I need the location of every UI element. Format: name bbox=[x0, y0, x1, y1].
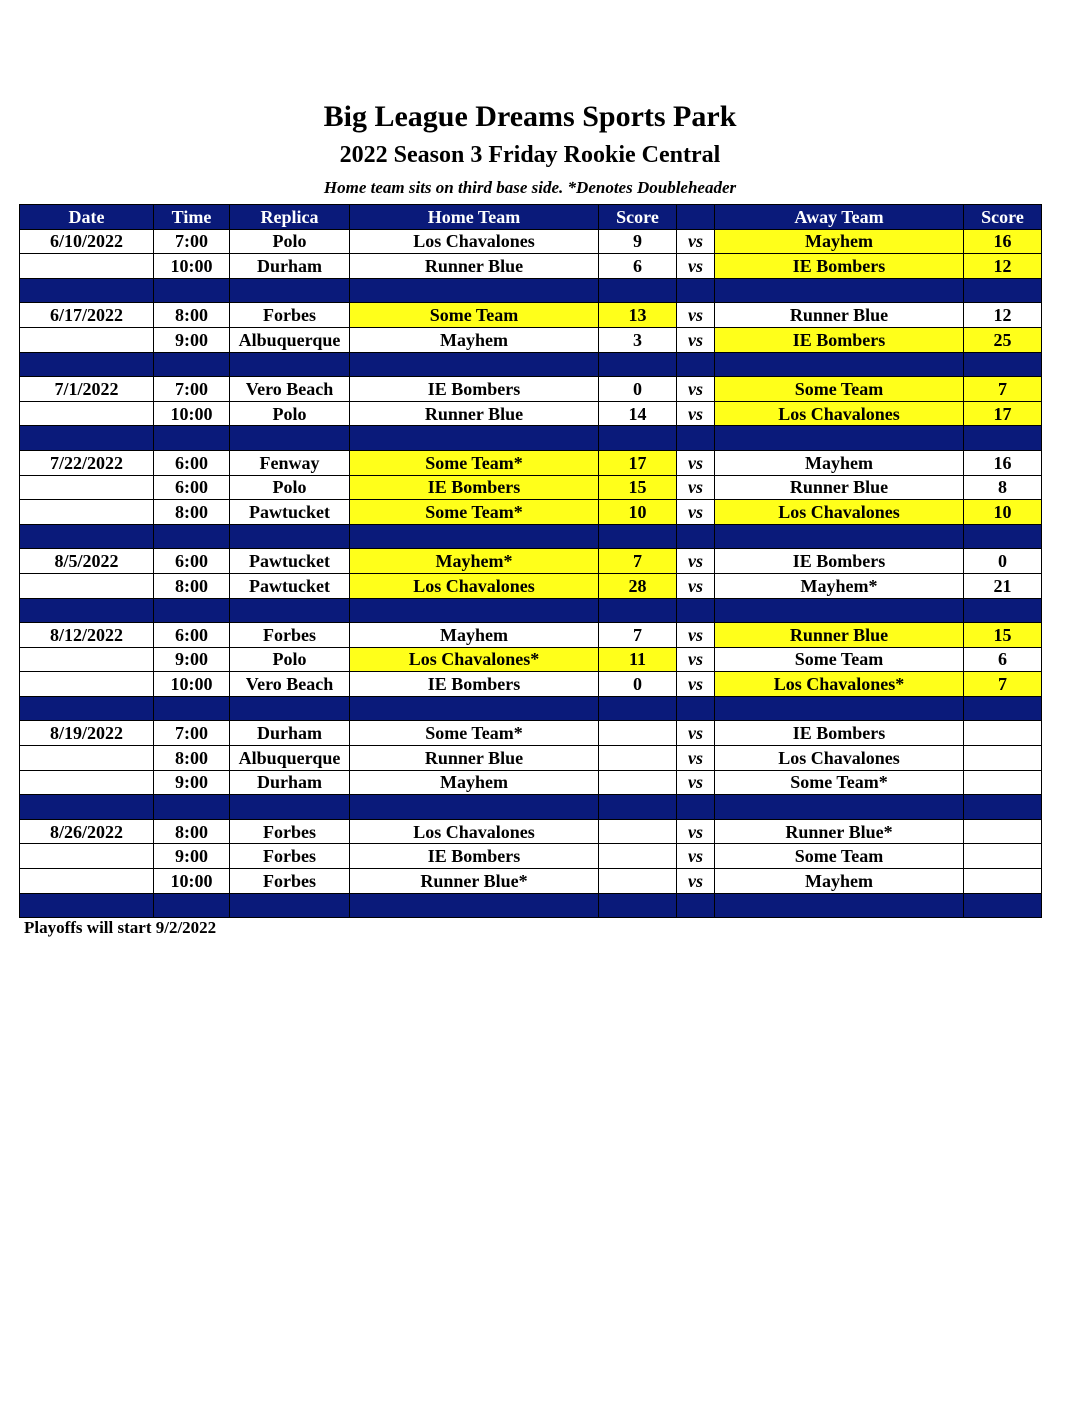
separator-cell bbox=[20, 696, 154, 721]
game-date: 8/5/2022 bbox=[20, 549, 154, 574]
game-time: 9:00 bbox=[154, 770, 230, 795]
schedule-table bbox=[19, 204, 1042, 918]
home-team: Los Chavalones bbox=[350, 819, 599, 844]
separator-cell bbox=[350, 893, 599, 918]
separator-cell bbox=[715, 696, 964, 721]
game-date bbox=[20, 500, 154, 525]
game-date bbox=[20, 327, 154, 352]
game-date: 8/12/2022 bbox=[20, 623, 154, 648]
game-time: 10:00 bbox=[154, 869, 230, 894]
away-score bbox=[964, 721, 1042, 746]
game-row bbox=[20, 229, 1042, 254]
home-score: 6 bbox=[599, 254, 677, 279]
game-date bbox=[20, 647, 154, 672]
game-time: 8:00 bbox=[154, 303, 230, 328]
game-row bbox=[20, 254, 1042, 279]
separator-cell bbox=[599, 696, 677, 721]
separator-cell bbox=[599, 598, 677, 623]
separator-cell bbox=[20, 352, 154, 377]
separator-cell bbox=[350, 795, 599, 820]
game-replica: Pawtucket bbox=[230, 573, 350, 598]
col-header-away-score: Score bbox=[964, 205, 1042, 230]
separator-cell bbox=[715, 352, 964, 377]
home-score: 3 bbox=[599, 327, 677, 352]
away-team: Los Chavalones bbox=[715, 500, 964, 525]
game-row bbox=[20, 573, 1042, 598]
away-score bbox=[964, 844, 1042, 869]
header-note: Home team sits on third base side. *Denotes Doubleheader bbox=[323, 178, 737, 197]
game-row bbox=[20, 746, 1042, 771]
away-team: IE Bombers bbox=[715, 254, 964, 279]
vs-label: vs bbox=[677, 746, 715, 771]
separator-cell bbox=[964, 696, 1042, 721]
home-score: 7 bbox=[599, 623, 677, 648]
game-time: 6:00 bbox=[154, 549, 230, 574]
separator-cell bbox=[599, 278, 677, 303]
separator-cell bbox=[350, 352, 599, 377]
game-time: 7:00 bbox=[154, 377, 230, 402]
col-header-time: Time bbox=[154, 205, 230, 230]
vs-label: vs bbox=[677, 869, 715, 894]
away-team: Mayhem bbox=[715, 229, 964, 254]
away-score bbox=[964, 819, 1042, 844]
home-team: Some Team bbox=[350, 303, 599, 328]
separator-cell bbox=[350, 426, 599, 451]
game-replica: Forbes bbox=[230, 623, 350, 648]
game-row bbox=[20, 450, 1042, 475]
home-score: 11 bbox=[599, 647, 677, 672]
away-score: 25 bbox=[964, 327, 1042, 352]
vs-label: vs bbox=[677, 303, 715, 328]
separator-cell bbox=[154, 598, 230, 623]
away-team: Some Team bbox=[715, 377, 964, 402]
page-title: Big League Dreams Sports Park bbox=[323, 100, 737, 133]
vs-label: vs bbox=[677, 844, 715, 869]
away-score bbox=[964, 746, 1042, 771]
game-time: 7:00 bbox=[154, 229, 230, 254]
home-score: 17 bbox=[599, 450, 677, 475]
game-row bbox=[20, 377, 1042, 402]
separator-cell bbox=[964, 795, 1042, 820]
game-row bbox=[20, 647, 1042, 672]
game-replica: Vero Beach bbox=[230, 377, 350, 402]
home-team: Runner Blue* bbox=[350, 869, 599, 894]
away-team: Mayhem* bbox=[715, 573, 964, 598]
separator-cell bbox=[677, 278, 715, 303]
away-score: 16 bbox=[964, 229, 1042, 254]
separator-cell bbox=[154, 352, 230, 377]
separator-cell bbox=[154, 795, 230, 820]
separator-cell bbox=[677, 893, 715, 918]
game-replica: Durham bbox=[230, 254, 350, 279]
away-team: Runner Blue bbox=[715, 475, 964, 500]
vs-label: vs bbox=[677, 819, 715, 844]
game-replica: Polo bbox=[230, 401, 350, 426]
separator-cell bbox=[715, 795, 964, 820]
separator-row bbox=[20, 524, 1042, 549]
home-team: IE Bombers bbox=[350, 844, 599, 869]
separator-cell bbox=[230, 524, 350, 549]
game-replica: Albuquerque bbox=[230, 327, 350, 352]
game-time: 10:00 bbox=[154, 254, 230, 279]
separator-row bbox=[20, 426, 1042, 451]
game-replica: Polo bbox=[230, 647, 350, 672]
separator-cell bbox=[599, 524, 677, 549]
separator-cell bbox=[20, 598, 154, 623]
separator-cell bbox=[599, 893, 677, 918]
away-team: IE Bombers bbox=[715, 721, 964, 746]
home-score bbox=[599, 746, 677, 771]
home-score bbox=[599, 869, 677, 894]
game-time: 6:00 bbox=[154, 475, 230, 500]
separator-cell bbox=[350, 524, 599, 549]
game-replica: Pawtucket bbox=[230, 549, 350, 574]
away-score bbox=[964, 869, 1042, 894]
home-team: Runner Blue bbox=[350, 254, 599, 279]
game-row bbox=[20, 500, 1042, 525]
game-row bbox=[20, 844, 1042, 869]
away-score: 7 bbox=[964, 672, 1042, 697]
game-row bbox=[20, 327, 1042, 352]
home-team: Mayhem bbox=[350, 623, 599, 648]
away-team: Some Team bbox=[715, 844, 964, 869]
game-time: 8:00 bbox=[154, 819, 230, 844]
game-replica: Durham bbox=[230, 770, 350, 795]
home-score: 28 bbox=[599, 573, 677, 598]
game-date bbox=[20, 770, 154, 795]
game-date bbox=[20, 672, 154, 697]
home-score: 13 bbox=[599, 303, 677, 328]
vs-label: vs bbox=[677, 229, 715, 254]
separator-cell bbox=[964, 352, 1042, 377]
game-row bbox=[20, 303, 1042, 328]
separator-cell bbox=[350, 278, 599, 303]
home-score bbox=[599, 721, 677, 746]
header-row bbox=[20, 205, 1042, 230]
game-time: 8:00 bbox=[154, 746, 230, 771]
vs-label: vs bbox=[677, 623, 715, 648]
separator-cell bbox=[677, 598, 715, 623]
separator-cell bbox=[230, 795, 350, 820]
home-score bbox=[599, 844, 677, 869]
separator-row bbox=[20, 795, 1042, 820]
game-time: 8:00 bbox=[154, 500, 230, 525]
game-row bbox=[20, 401, 1042, 426]
game-time: 6:00 bbox=[154, 450, 230, 475]
game-row bbox=[20, 672, 1042, 697]
col-header-replica: Replica bbox=[230, 205, 350, 230]
separator-cell bbox=[677, 795, 715, 820]
home-team: Los Chavalones* bbox=[350, 647, 599, 672]
game-date bbox=[20, 475, 154, 500]
away-team: Los Chavalones* bbox=[715, 672, 964, 697]
game-time: 10:00 bbox=[154, 672, 230, 697]
game-time: 9:00 bbox=[154, 647, 230, 672]
separator-cell bbox=[599, 352, 677, 377]
home-team: Los Chavalones bbox=[350, 573, 599, 598]
vs-label: vs bbox=[677, 475, 715, 500]
separator-cell bbox=[599, 795, 677, 820]
vs-label: vs bbox=[677, 573, 715, 598]
home-team: Some Team* bbox=[350, 500, 599, 525]
separator-cell bbox=[715, 426, 964, 451]
away-score: 10 bbox=[964, 500, 1042, 525]
vs-label: vs bbox=[677, 327, 715, 352]
away-team: Some Team bbox=[715, 647, 964, 672]
separator-cell bbox=[677, 352, 715, 377]
away-team: Runner Blue* bbox=[715, 819, 964, 844]
home-team: Los Chavalones bbox=[350, 229, 599, 254]
home-team: Runner Blue bbox=[350, 746, 599, 771]
separator-cell bbox=[964, 278, 1042, 303]
separator-cell bbox=[230, 598, 350, 623]
game-date: 7/22/2022 bbox=[20, 450, 154, 475]
game-date: 7/1/2022 bbox=[20, 377, 154, 402]
away-team: Mayhem bbox=[715, 869, 964, 894]
game-replica: Forbes bbox=[230, 303, 350, 328]
separator-cell bbox=[20, 893, 154, 918]
col-header-away-team: Away Team bbox=[715, 205, 964, 230]
game-row bbox=[20, 869, 1042, 894]
away-team: Runner Blue bbox=[715, 303, 964, 328]
separator-cell bbox=[677, 524, 715, 549]
vs-label: vs bbox=[677, 770, 715, 795]
separator-cell bbox=[715, 893, 964, 918]
game-date bbox=[20, 254, 154, 279]
game-time: 9:00 bbox=[154, 327, 230, 352]
game-time: 7:00 bbox=[154, 721, 230, 746]
separator-cell bbox=[715, 278, 964, 303]
away-score: 8 bbox=[964, 475, 1042, 500]
separator-cell bbox=[154, 426, 230, 451]
col-header-home-score: Score bbox=[599, 205, 677, 230]
game-date: 8/19/2022 bbox=[20, 721, 154, 746]
separator-cell bbox=[230, 426, 350, 451]
vs-label: vs bbox=[677, 647, 715, 672]
separator-cell bbox=[350, 696, 599, 721]
game-date bbox=[20, 869, 154, 894]
away-score: 17 bbox=[964, 401, 1042, 426]
separator-cell bbox=[154, 278, 230, 303]
game-time: 10:00 bbox=[154, 401, 230, 426]
col-header-date: Date bbox=[20, 205, 154, 230]
away-score: 15 bbox=[964, 623, 1042, 648]
separator-cell bbox=[154, 893, 230, 918]
separator-cell bbox=[154, 696, 230, 721]
col-header-home-team: Home Team bbox=[350, 205, 599, 230]
separator-cell bbox=[20, 278, 154, 303]
separator-row bbox=[20, 352, 1042, 377]
vs-label: vs bbox=[677, 450, 715, 475]
away-score: 0 bbox=[964, 549, 1042, 574]
game-date: 6/10/2022 bbox=[20, 229, 154, 254]
away-team: IE Bombers bbox=[715, 327, 964, 352]
vs-label: vs bbox=[677, 377, 715, 402]
vs-label: vs bbox=[677, 254, 715, 279]
separator-cell bbox=[677, 696, 715, 721]
game-replica: Fenway bbox=[230, 450, 350, 475]
game-replica: Durham bbox=[230, 721, 350, 746]
vs-label: vs bbox=[677, 401, 715, 426]
separator-cell bbox=[230, 278, 350, 303]
game-row bbox=[20, 770, 1042, 795]
away-score: 16 bbox=[964, 450, 1042, 475]
home-team: Some Team* bbox=[350, 450, 599, 475]
home-team: Mayhem* bbox=[350, 549, 599, 574]
page-subtitle: 2022 Season 3 Friday Rookie Central bbox=[339, 142, 721, 168]
vs-label: vs bbox=[677, 500, 715, 525]
footer-note: Playoffs will start 9/2/2022 bbox=[24, 918, 217, 937]
game-time: 6:00 bbox=[154, 623, 230, 648]
home-team: Mayhem bbox=[350, 770, 599, 795]
separator-row bbox=[20, 893, 1042, 918]
game-row bbox=[20, 721, 1042, 746]
separator-cell bbox=[230, 352, 350, 377]
home-score: 7 bbox=[599, 549, 677, 574]
game-date bbox=[20, 401, 154, 426]
game-row bbox=[20, 549, 1042, 574]
col-header-vs bbox=[677, 205, 715, 230]
separator-cell bbox=[20, 524, 154, 549]
game-replica: Vero Beach bbox=[230, 672, 350, 697]
vs-label: vs bbox=[677, 721, 715, 746]
home-score: 10 bbox=[599, 500, 677, 525]
away-team: Los Chavalones bbox=[715, 746, 964, 771]
home-score bbox=[599, 819, 677, 844]
game-time: 9:00 bbox=[154, 844, 230, 869]
game-time: 8:00 bbox=[154, 573, 230, 598]
away-score bbox=[964, 770, 1042, 795]
home-score: 0 bbox=[599, 377, 677, 402]
home-team: Runner Blue bbox=[350, 401, 599, 426]
game-replica: Albuquerque bbox=[230, 746, 350, 771]
game-date bbox=[20, 746, 154, 771]
separator-row bbox=[20, 696, 1042, 721]
home-team: IE Bombers bbox=[350, 672, 599, 697]
away-team: IE Bombers bbox=[715, 549, 964, 574]
schedule-body bbox=[20, 229, 1042, 918]
separator-cell bbox=[20, 795, 154, 820]
separator-cell bbox=[964, 426, 1042, 451]
separator-cell bbox=[230, 696, 350, 721]
home-score bbox=[599, 770, 677, 795]
game-replica: Forbes bbox=[230, 844, 350, 869]
away-score: 12 bbox=[964, 303, 1042, 328]
home-score: 9 bbox=[599, 229, 677, 254]
game-replica: Pawtucket bbox=[230, 500, 350, 525]
separator-cell bbox=[677, 426, 715, 451]
home-team: Mayhem bbox=[350, 327, 599, 352]
game-row bbox=[20, 475, 1042, 500]
separator-cell bbox=[964, 893, 1042, 918]
away-score: 21 bbox=[964, 573, 1042, 598]
away-team: Runner Blue bbox=[715, 623, 964, 648]
home-score: 0 bbox=[599, 672, 677, 697]
separator-cell bbox=[350, 598, 599, 623]
separator-cell bbox=[715, 598, 964, 623]
separator-row bbox=[20, 598, 1042, 623]
home-team: IE Bombers bbox=[350, 377, 599, 402]
separator-cell bbox=[154, 524, 230, 549]
away-score: 6 bbox=[964, 647, 1042, 672]
home-team: IE Bombers bbox=[350, 475, 599, 500]
home-score: 14 bbox=[599, 401, 677, 426]
game-date: 6/17/2022 bbox=[20, 303, 154, 328]
home-score: 15 bbox=[599, 475, 677, 500]
separator-cell bbox=[599, 426, 677, 451]
game-replica: Polo bbox=[230, 229, 350, 254]
game-row bbox=[20, 623, 1042, 648]
game-date: 8/26/2022 bbox=[20, 819, 154, 844]
game-date bbox=[20, 573, 154, 598]
home-team: Some Team* bbox=[350, 721, 599, 746]
away-score: 12 bbox=[964, 254, 1042, 279]
separator-cell bbox=[715, 524, 964, 549]
game-date bbox=[20, 844, 154, 869]
vs-label: vs bbox=[677, 549, 715, 574]
game-row bbox=[20, 819, 1042, 844]
away-team: Mayhem bbox=[715, 450, 964, 475]
away-team: Los Chavalones bbox=[715, 401, 964, 426]
separator-cell bbox=[20, 426, 154, 451]
game-replica: Forbes bbox=[230, 869, 350, 894]
vs-label: vs bbox=[677, 672, 715, 697]
separator-row bbox=[20, 278, 1042, 303]
separator-cell bbox=[964, 598, 1042, 623]
away-team: Some Team* bbox=[715, 770, 964, 795]
away-score: 7 bbox=[964, 377, 1042, 402]
game-replica: Polo bbox=[230, 475, 350, 500]
separator-cell bbox=[964, 524, 1042, 549]
game-replica: Forbes bbox=[230, 819, 350, 844]
separator-cell bbox=[230, 893, 350, 918]
